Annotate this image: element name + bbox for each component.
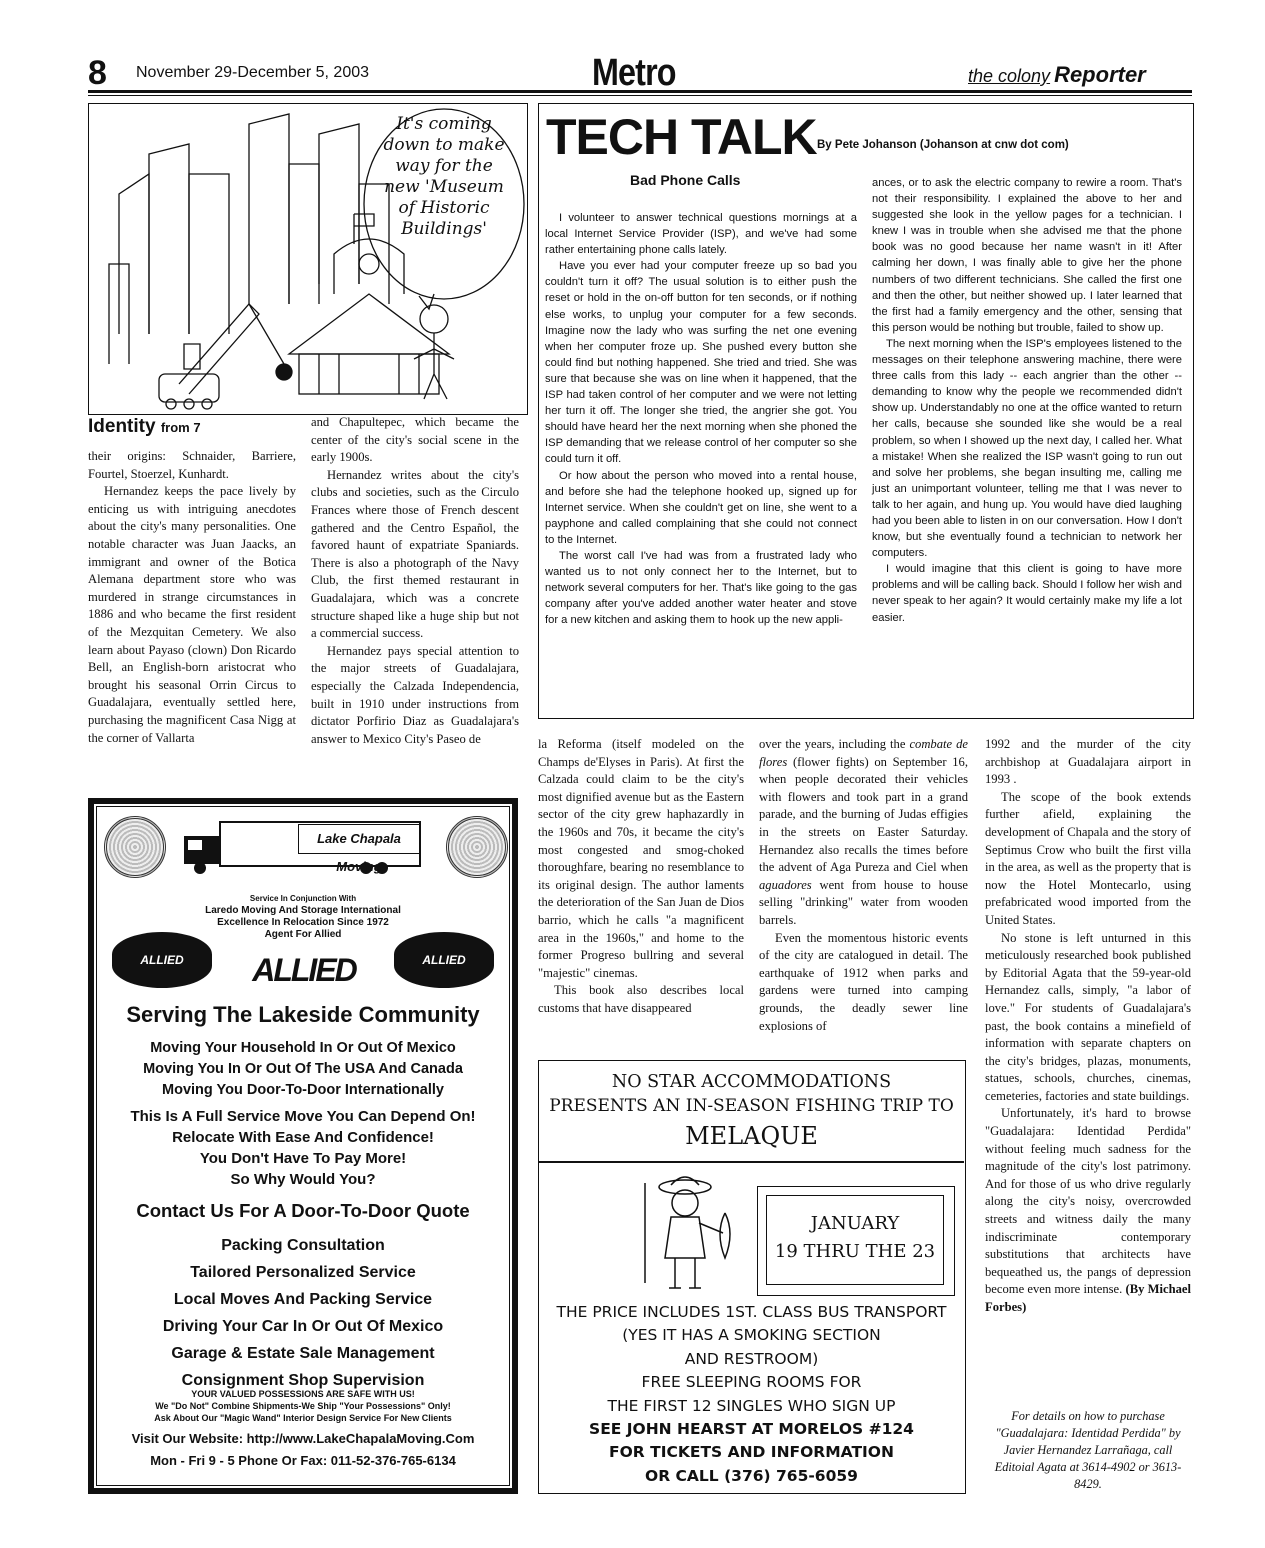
fishing-ad-header — [539, 1061, 964, 1163]
paragraph: Or how about the person who moved into a rental house, and before she had the telephone hooked up, signed up for Internet service. When she couldn't get on line, she went to a payphone and called complaining that she could not connect to the Internet. — [545, 469, 857, 546]
paragraph: 1992 and the murder of the city archbishop at Guadalajara airport in 1993 . — [985, 737, 1191, 787]
identity-column-3 — [538, 736, 744, 1018]
fine-print — [94, 1388, 512, 1424]
text-run: Unfortunately, it's hard to browse "Guadalajara: Identidad Perdida" without feeling much sadness for the magnitude of the city's lost patrimony. And for those of us who drive regularly along the city's noisy, overcrowded streets and witness daily the many indiscriminate contemporary substitutions that architects have bequeathed us, the pangs of depression become even more intense. — [985, 1106, 1191, 1297]
truck-label: Lake Chapala Moving — [298, 824, 420, 854]
ad-line: This Is A Full Service Move You Can Depend On! — [130, 1108, 476, 1125]
tech-talk-byline: By Pete Johanson (Johanson at cnw dot com) — [817, 139, 1069, 151]
service-item: Garage & Estate Sale Management — [171, 1345, 435, 1362]
identity-heading — [88, 416, 201, 438]
page-number: 8 — [88, 54, 107, 92]
fishing-ad-destination: MELAQUE — [685, 1122, 818, 1150]
paragraph: I would imagine that this client is going to have more problems and will be calling back. Should I follow her wish and never speak to her again? It would certainly make my life a lot easier. — [872, 563, 1182, 624]
ad-line-bold: OR CALL (376) 765-6059 — [645, 1466, 858, 1485]
purchase-details: For details on how to purchase "Guadalajara: Identidad Perdida" by Javier Hernandez Larrañaga, call Editoial Agata at 3614-4902 or 3613-8429. — [994, 1409, 1182, 1491]
ad-line: (YES IT HAS A SMOKING SECTION — [622, 1326, 881, 1345]
paragraph: No stone is left unturned in this meticulously researched book published by Editorial Agata that the 59-year-old Hernandez calls, simply, "a labor of love." For students of Guadalajara's past, the book contains a minefield of information with separate chapters on the city's bridges, plazas, monuments, statues, schools, churches, cinemas, cemeteries, factories and state buildings. — [985, 930, 1191, 1103]
italic-term: aguadores — [759, 877, 812, 892]
seal-icon — [104, 816, 166, 878]
paragraph: The scope of the book extends further afield, explaining the development of Chapala and the story of Septimus Crow who built the first villa in the area, as well as the property that is now the Hotel Montecarlo, using prefabricated wood imported from the United States. — [985, 789, 1191, 927]
ad-line-bold: FOR TICKETS AND INFORMATION — [609, 1443, 894, 1462]
service-item: Driving Your Car In Or Out Of Mexico — [162, 1318, 444, 1335]
ad-line: Relocate With Ease And Confidence! — [172, 1129, 434, 1146]
issue-date: November 29-December 5, 2003 — [136, 64, 370, 81]
service-item: Consignment Shop Supervision — [181, 1372, 425, 1389]
moving-advertisement — [88, 798, 518, 1494]
text-run: (flower fights) on September 16, when people decorated their vehicles with flowers and took part in a grand parade, and the burning of Judas effigies in the streets on Easter Saturday. Hernandez also recalls the times before the advent of Aga Pureza and Ciel when — [759, 754, 968, 875]
paragraph: Even the momentous historic events of the city are catalogued in detail. The earthquake of 1912 when parks and gardens were turned into camping grounds, the deadly sewer line explosions of — [759, 930, 968, 1033]
article-byline: (By Michael Forbes) — [985, 1282, 1192, 1314]
fisherman-icon — [635, 1173, 745, 1298]
fine-line: YOUR VALUED POSSESSIONS ARE SAFE WITH US! — [191, 1389, 415, 1399]
ad-line: So Why Would You? — [230, 1171, 376, 1188]
hours-phone: Mon - Fri 9 - 5 Phone Or Fax: 011-52-376-765-6134 — [150, 1453, 456, 1468]
agent-line: Agent For Allied — [264, 929, 342, 940]
date-box-inner — [766, 1195, 944, 1285]
fishing-advertisement — [538, 1060, 966, 1494]
paragraph: Hernandez writes about the city's clubs and societies, such as the Circulo Frances where those of French descent gathered and the Centro Español, the favored haunt of expatriate Spaniards. There is also a photograph of the Navy Club, the first themed restaurant in Guadalajara, which was a concrete structure shaped like a huge ship but not a commercial success. — [311, 467, 519, 641]
paragraph: and Chapultepec, which became the center of the city's social scene in the early 1900s. — [311, 415, 519, 465]
contact-headline: Contact Us For A Door-To-Door Quote — [136, 1200, 470, 1221]
masthead-big: Reporter — [1054, 62, 1146, 87]
identity-title: Identity — [88, 416, 156, 437]
pitch-lines — [94, 1106, 512, 1190]
ad-line: Moving Your Household In Or Out Of Mexico — [150, 1040, 456, 1056]
paragraph — [985, 1105, 1191, 1316]
fishing-ad-line2: PRESENTS AN IN-SEASON FISHING TRIP TO — [549, 1096, 954, 1116]
paragraph: their origins: Schnaider, Barriere, Fourtel, Stoerzel, Kunhardt. — [88, 449, 296, 481]
ad-line: You Don't Have To Pay More! — [199, 1150, 407, 1167]
paragraph — [759, 736, 968, 930]
paragraph: The next morning when the ISP's employees listened to the messages on their telephone answering machine, there were three calls from this lady -- each angrier than the other -- demanding to know why the people we recommended didn't show up. Understandably no one at the office wanted to return her calls, because she sounded like she would be a real problem, so when I showed up the next day, I called her. What a mistake! When she realized the ISP wasn't going to run out and solve her problems, she began insulting me, calling me just an unimportant volunteer, telling me that I was never to talk to her again, and hung up. You would have died laughing had you been able to listen in on our conversation. How I don't know, but she eventually found a technician to network her computers. — [872, 337, 1182, 560]
tech-column-2 — [872, 175, 1182, 626]
trip-dates: 19 THRU THE 23 — [774, 1241, 936, 1262]
fishing-ad-line1: NO STAR ACCOMMODATIONS — [611, 1072, 892, 1092]
allied-badge-left: ALLIED — [112, 932, 212, 988]
allied-logo: ALLIED — [252, 952, 356, 988]
ad-line: THE FIRST 12 SINGLES WHO SIGN UP — [607, 1396, 896, 1415]
speech-bubble: It's coming down to make way for the new 'Museum of Historic Buildings' — [383, 114, 505, 239]
masthead — [968, 62, 1146, 88]
contact-info — [94, 1428, 512, 1472]
italic-term: combate de flores — [759, 737, 968, 769]
website-link[interactable]: Visit Our Website: http://www.LakeChapalaMoving.Com — [131, 1431, 475, 1446]
service-line: Service In Conjunction With — [249, 894, 357, 903]
section-title: Metro — [592, 52, 676, 94]
identity-jump: from 7 — [160, 420, 201, 435]
masthead-small: the colony — [968, 66, 1051, 86]
paragraph: Hernandez pays special attention to the major streets of Guadalajara, especially the Calzada Independencia, built in 1910 under instructions from dictator Porfirio Diaz as Guadalajara's answer to Mexico City's Paseo de — [311, 643, 519, 746]
excellence-line: Excellence In Relocation Since 1972 — [217, 917, 389, 928]
services-list — [94, 1232, 512, 1394]
ad-line: Moving You Door-To-Door Internationally — [162, 1082, 444, 1098]
service-item: Tailored Personalized Service — [190, 1264, 416, 1281]
fine-line: Ask About Our "Magic Wand" Interior Design Service For New Clients — [154, 1413, 452, 1423]
paragraph: la Reforma (itself modeled on the Champs de'Elyses in Paris). At first the Calzada could claim to be the city's most dignified avenue but as the Eastern sector of the city grew haphazardly in the 1960s and 70s, it became the city's most congested and smog-choked thoroughfare, bearing no resemblance to its original design. The author laments the deterioration of the San Juan de Dios barrio, which he calls "a magnificent area in the 1960s," and home to the former Progreso bullring and several "majestic" cinemas. — [538, 737, 744, 980]
paragraph: This book also describes local customs that have disappeared — [538, 983, 744, 1015]
serving-headline: Serving The Lakeside Community — [126, 1002, 480, 1027]
paragraph: Have you ever had your computer freeze up so bad you couldn't turn it off? The usual solution is to either push the reset or hold in the on-off button for ten seconds, or if nothing else works, to unplug your computer for a few seconds. Imagine now the lady who was surfing the net one evening when her computer froze up. She pushed every button she could find but nothing happened. She tried and tried. She was sure that because she was on line when it happened, that the ISP had taken control of her computer and we were not letting her turn it off. The longer she tried, the angrier she got. You should have heard her the next morning when she phoned the ISP demanding that we release control of her computer so she could turn it off. — [545, 260, 857, 466]
fine-line: We "Do Not" Combine Shipments-We Ship "Your Possessions" Only! — [155, 1401, 451, 1411]
text-run: over the years, including the — [759, 737, 906, 751]
paragraph: I volunteer to answer technical questions mornings at a local Internet Service Provider (ISP), and we've had some rather entertaining phone calls lately. — [545, 212, 857, 257]
ad-line: AND RESTROOM) — [684, 1349, 819, 1368]
laredo-line: Laredo Moving And Storage International — [205, 905, 401, 916]
identity-column-2 — [311, 414, 519, 748]
seal-icon — [446, 816, 508, 878]
text-run: went from house to house selling "drinking" water from wooden barrels. — [759, 877, 968, 927]
ad-line: THE PRICE INCLUDES 1ST. CLASS BUS TRANSPORT — [556, 1303, 947, 1321]
identity-column-4 — [759, 736, 968, 1035]
trip-month: JANUARY — [810, 1213, 900, 1234]
tech-talk-subhead: Bad Phone Calls — [630, 172, 741, 188]
paragraph: The worst call I've had was from a frustrated lady who wanted us to not only connect her to the Internet, but to network several computers for her. That's like going to the gas company after you've added another water heater and stove for a new kitchen and asking them to hook up the new appli- — [545, 549, 857, 627]
paragraph: Hernandez keeps the pace lively by enticing us with intriguing anecdotes about the city's many personalities. One notable character was Juan Jaacks, an immigrant and owner of the Botica Alemana department store who was murdered in strange circumstances in 1886 and who became the first resident of the Mezquitan Cemetery. We also learn about Payaso (clown) Don Ricardo Bell, an English-born aristocrat who brought his seasonal Orrin Circus to Guadalajara, eventually settled here, purchasing the magnificent Casa Nigg at the corner of Vallarta — [88, 484, 296, 745]
date-box — [757, 1186, 955, 1296]
allied-badge-right: ALLIED — [394, 932, 494, 988]
service-item: Local Moves And Packing Service — [173, 1291, 433, 1308]
identity-column-1 — [88, 448, 296, 747]
truck-graphic — [166, 814, 426, 880]
tech-talk-title: TECH TALK — [546, 109, 817, 165]
service-item: Packing Consultation — [221, 1237, 385, 1254]
ad-line: FREE SLEEPING ROOMS FOR — [641, 1373, 862, 1392]
editorial-cartoon — [88, 103, 528, 415]
tech-column-1 — [545, 210, 857, 628]
ad-line-bold: SEE JOHN HEARST AT MORELOS #124 — [589, 1420, 914, 1439]
identity-column-5 — [985, 736, 1191, 1317]
paragraph: ances, or to ask the electric company to rewire a room. That's not their responsibility. I explained the above to her and suggested she look in the yellow pages for a technician. I knew I was in trouble when she advised me that the phone book was no good because her name wasn't in it! After calming her down, I was finally able to give her the phone numbers of two different technicians. She called the first one and then the other, but neither showed up. I later learned that the first had a family emergency and the other, sensing that this person would be nothing but trouble, failed to show up. — [872, 177, 1182, 334]
fishing-ad-body — [539, 1301, 964, 1488]
ad-line: Moving You In Or Out Of The USA And Canada — [143, 1061, 463, 1077]
header-rule — [88, 90, 1192, 96]
moving-lines — [94, 1038, 512, 1101]
